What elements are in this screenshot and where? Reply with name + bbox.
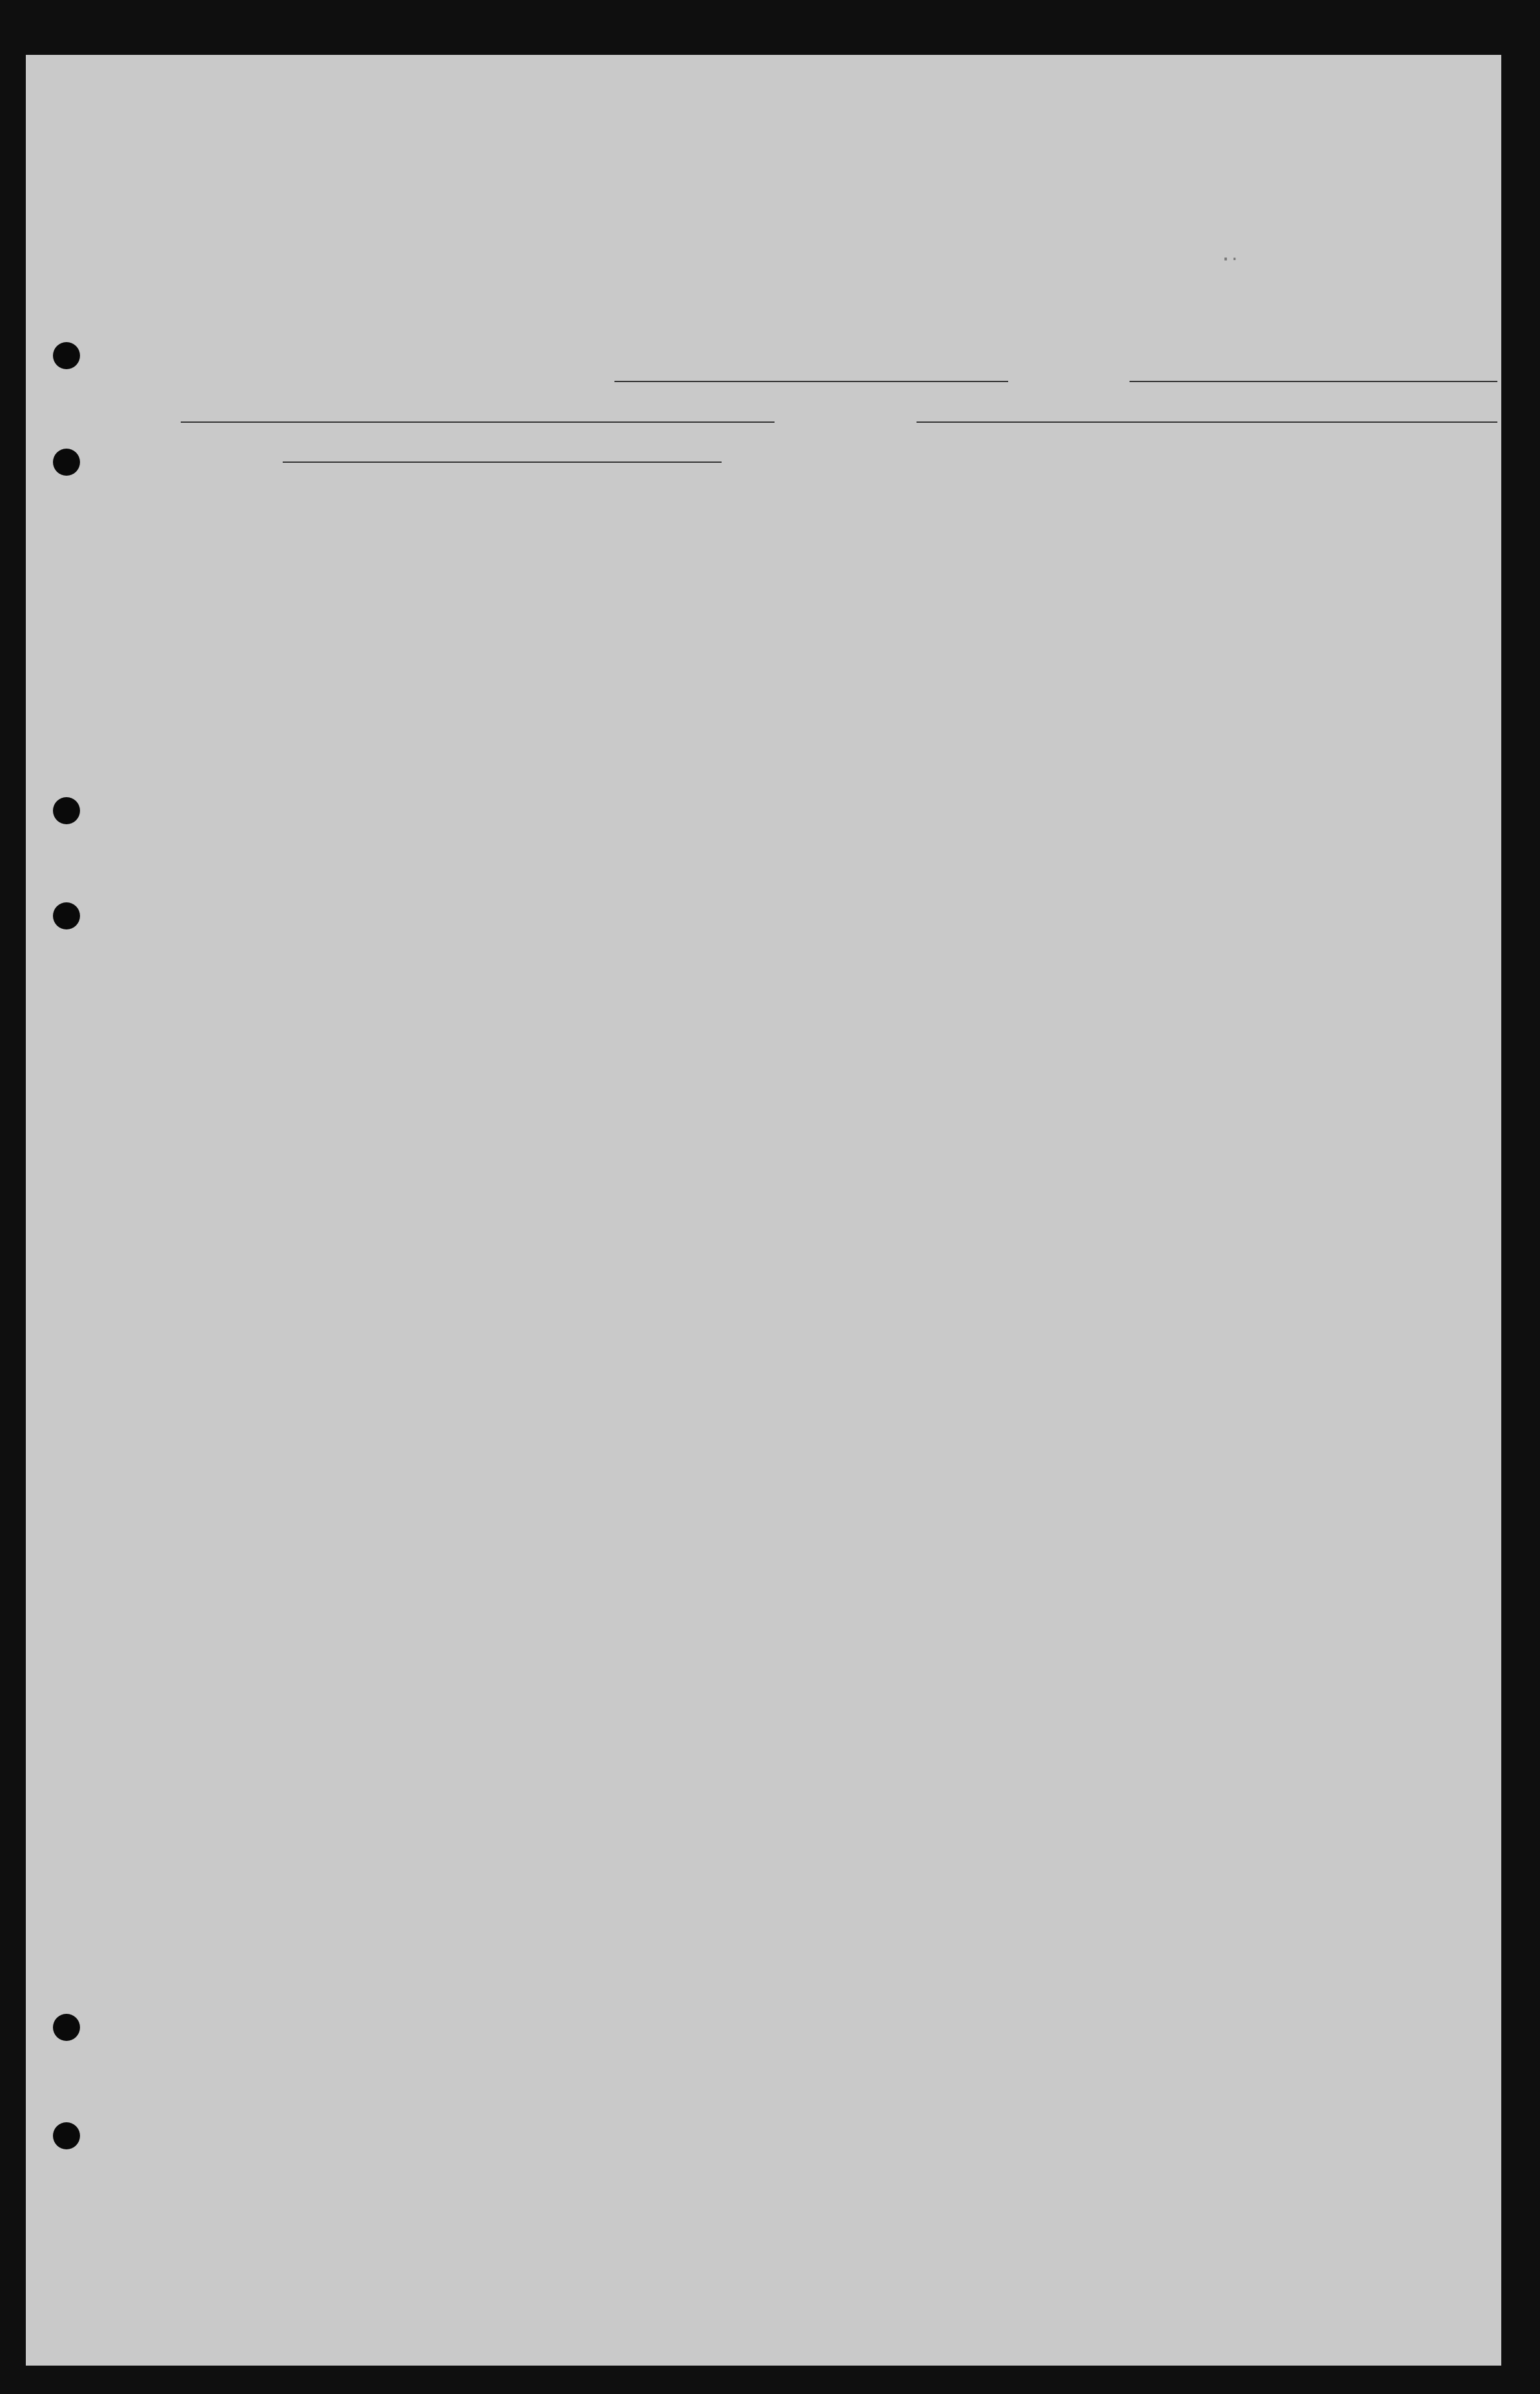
crew-list-form bbox=[26, 55, 1501, 2366]
punch-hole bbox=[53, 2122, 80, 2149]
punch-hole bbox=[53, 449, 80, 476]
crew-table bbox=[26, 55, 1501, 2366]
punch-hole bbox=[53, 2014, 80, 2041]
mark-glyph: ·‧ bbox=[1220, 249, 1238, 271]
punch-hole bbox=[53, 902, 80, 929]
punch-hole bbox=[53, 797, 80, 824]
punch-hole bbox=[53, 342, 80, 369]
